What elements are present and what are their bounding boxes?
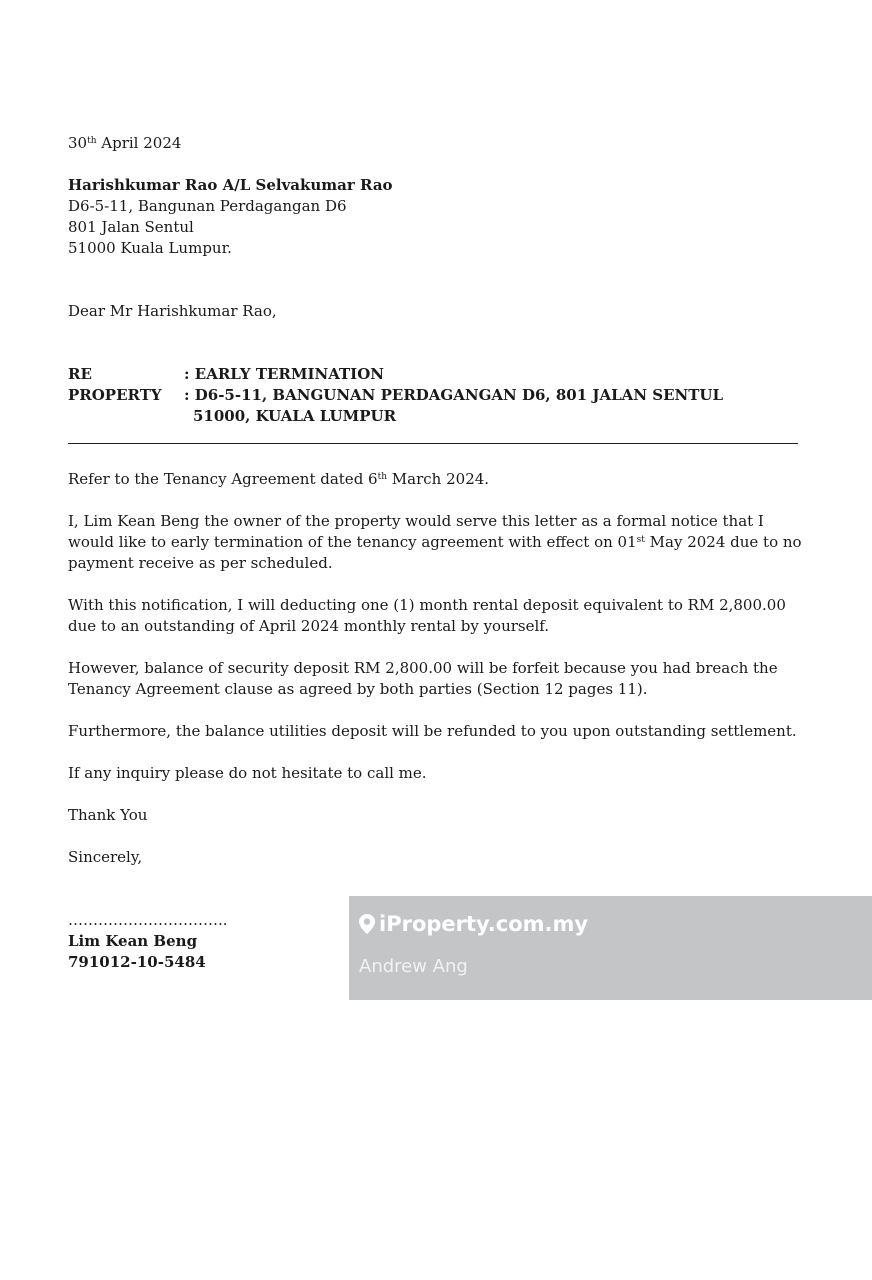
subject-property-value-line2: 51000, KUALA LUMPUR bbox=[193, 407, 397, 425]
signature-line: ………………………….. bbox=[68, 911, 228, 929]
subject-divider bbox=[68, 443, 798, 444]
paragraph-2-line3: payment receive as per scheduled. bbox=[68, 554, 333, 572]
recipient-name: Harishkumar Rao A/L Selvakumar Rao bbox=[68, 176, 393, 194]
paragraph-3-line2: due to an outstanding of April 2024 monthly rental by yourself. bbox=[68, 617, 550, 635]
watermark-banner bbox=[349, 896, 872, 1000]
paragraph-4-line1: However, balance of security deposit RM 2,800.00 will be forfeit because you had breach the bbox=[68, 659, 778, 677]
salutation: Dear Mr Harishkumar Rao, bbox=[68, 302, 277, 320]
watermark-brand: iProperty.com.my bbox=[379, 912, 589, 936]
subject-property-value-line1: : D6-5-11, BANGUNAN PERDAGANGAN D6, 801 JALAN SENTUL bbox=[184, 386, 724, 404]
subject-re-value: : EARLY TERMINATION bbox=[184, 365, 384, 383]
closing: Sincerely, bbox=[68, 848, 143, 866]
paragraph-2-line1: I, Lim Kean Beng the owner of the property would serve this letter as a formal notice that I bbox=[68, 512, 764, 530]
thank-you: Thank You bbox=[68, 806, 148, 824]
subject-re-label: RE bbox=[68, 365, 92, 383]
paragraph-4-line2: Tenancy Agreement clause as agreed by both parties (Section 12 pages 11). bbox=[68, 680, 648, 698]
watermark-logo bbox=[359, 912, 588, 936]
letter-date: 30th April 2024 bbox=[68, 134, 182, 152]
paragraph-6: If any inquiry please do not hesitate to call me. bbox=[68, 764, 427, 782]
recipient-address-line3: 51000 Kuala Lumpur. bbox=[68, 239, 232, 257]
paragraph-5: Furthermore, the balance utilities deposit will be refunded to you upon outstanding settlement. bbox=[68, 722, 797, 740]
paragraph-1: Refer to the Tenancy Agreement dated 6th March 2024. bbox=[68, 470, 490, 488]
signatory-name: Lim Kean Beng bbox=[68, 932, 198, 950]
recipient-address-line1: D6-5-11, Bangunan Perdagangan D6 bbox=[68, 197, 347, 215]
recipient-address-line2: 801 Jalan Sentul bbox=[68, 218, 194, 236]
watermark-agent-name: Andrew Ang bbox=[359, 956, 468, 977]
paragraph-3-line1: With this notification, I will deducting one (1) month rental deposit equivalent to RM 2,800.00 bbox=[68, 596, 786, 614]
signatory-id: 791012-10-5484 bbox=[68, 953, 206, 971]
subject-property-label: PROPERTY bbox=[68, 386, 162, 404]
map-pin-icon bbox=[359, 914, 375, 934]
paragraph-2-line2: would like to early termination of the tenancy agreement with effect on 01st May 2024 due to no bbox=[68, 533, 802, 551]
